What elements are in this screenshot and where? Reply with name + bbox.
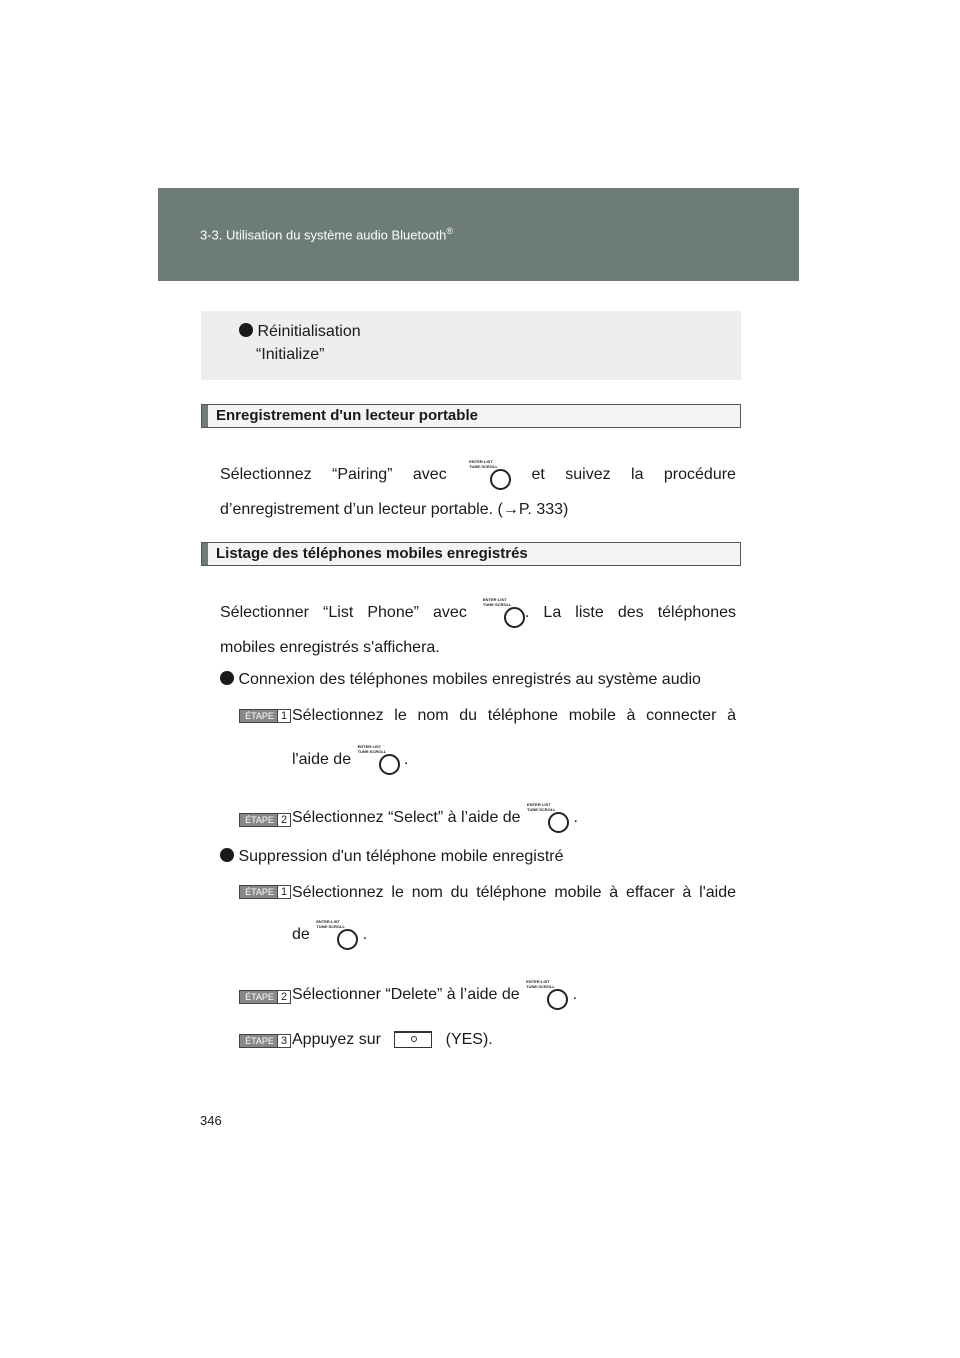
step-badge-3: ÉTAPE 3 [239, 1034, 291, 1048]
chapter-header [158, 188, 799, 281]
bullet-icon [220, 671, 234, 685]
paragraph-pairing-line2: d’enregistrement d’un lecteur portable. (→P. 333) [220, 501, 569, 518]
word: des [617, 604, 644, 621]
section-heading-text: Listage des téléphones mobiles enregistrés [216, 545, 528, 562]
word: téléphones [657, 604, 736, 621]
word: La [543, 604, 562, 621]
paragraph-listphone-line2: mobiles enregistrés s'affichera. [220, 639, 440, 656]
registered-mark: ® [446, 226, 454, 236]
info-box [201, 311, 741, 380]
word: Sélectionnez [220, 466, 312, 483]
step-delete-2: Sélectionner “Delete” à l’aide de ENTER·LIST TUNE·SCROLL . [292, 980, 577, 1010]
step-delete-1-line1 [292, 882, 736, 904]
chapter-title-text: 3-3. Utilisation du système audio Bluetooth [200, 227, 447, 243]
tune-scroll-knob-icon: ENTER·LIST TUNE·SCROLL [524, 980, 568, 1010]
paragraph-pairing-line1 [220, 459, 736, 491]
word: procédure [663, 466, 736, 483]
step-text: Sélectionnez le nom du téléphone mobile à connecter à [292, 707, 736, 724]
info-line-1-text: Réinitialisation [257, 323, 361, 340]
section-heading-phones [201, 542, 741, 566]
step-badge-1: ÉTAPE 1 [239, 885, 291, 899]
bullet-icon [220, 848, 234, 862]
word: et [531, 466, 545, 483]
tune-scroll-knob-icon: ENTER·LIST TUNE·SCROLL [467, 460, 511, 490]
word: avec [433, 604, 467, 621]
tune-scroll-knob-icon: ENTER·LIST TUNE·SCROLL [356, 745, 400, 775]
bullet-text: Connexion des téléphones mobiles enregistrés au système audio [238, 671, 701, 688]
word: Phone” [367, 604, 419, 621]
tune-scroll-knob-icon: ENTER·LIST TUNE·SCROLL [314, 920, 358, 950]
yes-button-icon [394, 1031, 432, 1048]
word: “List [323, 604, 354, 621]
paragraph-listphone-line1 [220, 597, 736, 629]
word: liste [575, 604, 604, 621]
step-connect-1-line2: l'aide de ENTER·LIST TUNE·SCROLL . [292, 745, 408, 775]
word: la [631, 466, 644, 483]
bullet-suppression [220, 848, 564, 866]
step-text: Sélectionnez le nom du téléphone mobile à effacer à l'aide [292, 884, 736, 901]
step-badge-2: ÉTAPE 2 [239, 990, 291, 1004]
bullet-text: Suppression d'un téléphone mobile enregistré [238, 848, 564, 865]
step-connect-2: Sélectionnez “Select” à l’aide de ENTER·LIST TUNE·SCROLL . [292, 803, 578, 833]
step-connect-1-line1 [292, 705, 736, 727]
bullet-connexion [220, 671, 701, 689]
info-line-1 [239, 323, 361, 341]
tune-scroll-knob-icon: ENTER·LIST TUNE·SCROLL [525, 803, 569, 833]
word: suivez [565, 466, 611, 483]
section-heading-text: Enregistrement d'un lecteur portable [216, 407, 478, 424]
knob-with-period: ENTER·LIST TUNE·SCROLL . [481, 598, 529, 628]
step-badge-1: ÉTAPE 1 [239, 709, 291, 723]
chapter-title [200, 226, 453, 242]
step-badge-2: ÉTAPE 2 [239, 813, 291, 827]
word: avec [412, 466, 447, 483]
step-delete-1-line2: de ENTER·LIST TUNE·SCROLL . [292, 920, 367, 950]
step-delete-3: Appuyez sur (YES). [292, 1031, 493, 1048]
tune-scroll-knob-icon: ENTER·LIST TUNE·SCROLL [481, 598, 525, 628]
info-line-2: “Initialize” [256, 346, 325, 363]
word: “Pairing” [332, 466, 393, 483]
bullet-icon [239, 323, 253, 337]
page-number: 346 [200, 1113, 222, 1128]
word: Sélectionner [220, 604, 309, 621]
section-heading-portable [201, 404, 741, 428]
